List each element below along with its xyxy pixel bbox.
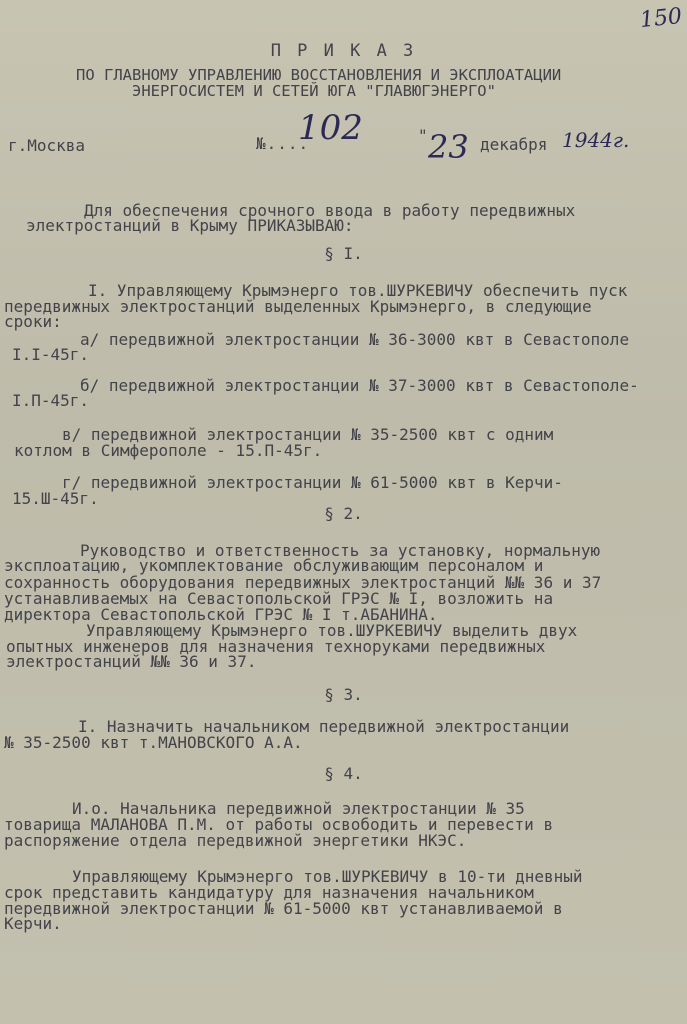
section-line: сохранность оборудования передвижных электростанций №№ 36 и 37 [4, 573, 602, 592]
preamble-line: электростанций в Крыму ПРИКАЗЫВАЮ: [26, 216, 354, 235]
section-line: устанавливаемых на Севастопольской ГРЭС № I, возложить на [4, 589, 554, 608]
section-line: передвижных электростанций выделенных Крымэнерго, в следующие [4, 297, 592, 316]
city: г.Москва [8, 136, 86, 155]
section-line: Руководство и ответственность за установку, нормальную [80, 541, 601, 560]
section-line: директора Севастопольской ГРЭС № I т.АБАНИНА. [4, 605, 438, 624]
page-number: 150 [638, 3, 684, 34]
section-line: I. Назначить начальником передвижной электростанции [78, 717, 570, 736]
section-heading: § 2. [324, 504, 363, 523]
section-line: Управляющему Крымэнерго тов.ШУРКЕВИЧУ в 10-ти дневный [72, 867, 583, 886]
section-line: в/ передвижной электростанции № 35-2500 квт с одним [62, 425, 554, 444]
section-line: I.П-45г. [12, 391, 90, 410]
subtitle-line-1: ПО ГЛАВНОМУ УПРАВЛЕНИЮ ВОССТАНОВЛЕНИЯ И ЭКСПЛОАТАЦИИ [76, 66, 562, 84]
section-line: г/ передвижной электростанции № 61-5000 квт в Керчи- [62, 473, 563, 492]
section-line: опытных инженеров для назначения техноруками передвижных [6, 637, 546, 656]
section-heading: § I. [324, 244, 363, 263]
section-line: электростанций №№ 36 и 37. [6, 652, 257, 671]
section-line: I. Управляющему Крымэнерго тов.ШУРКЕВИЧУ обеспечить пуск [88, 281, 628, 300]
section-heading: § 4. [324, 764, 363, 783]
order-number: 102 [298, 108, 363, 148]
date-year: 1944г. [562, 128, 630, 152]
preamble-line: Для обеспечения срочного ввода в работу передвижных [84, 201, 576, 220]
section-line: № 35-2500 квт т.МАНОВСКОГО А.А. [4, 733, 303, 752]
section-line: а/ передвижной электростанции № 36-3000 квт в Севастополе [80, 330, 630, 349]
section-line: I.I-45г. [12, 345, 90, 364]
section-line: сроки: [4, 312, 62, 331]
section-line: передвижной электростанции № 61-5000 квт устанавливаемой в [4, 899, 563, 918]
section-line: И.о. Начальника передвижной электростанции № 35 [72, 799, 525, 818]
date-month: декабря [480, 135, 548, 154]
section-line: котлом в Симферополе - 15.П-45г. [14, 441, 323, 460]
section-line: Керчи. [4, 914, 62, 933]
section-line: распоряжение отдела передвижной энергетики НКЭС. [4, 831, 467, 850]
date-quote: " [418, 126, 428, 145]
subtitle-line-2: ЭНЕРГОСИСТЕМ И СЕТЕЙ ЮГА "ГЛАВЮГЭНЕРГО" [132, 82, 496, 100]
section-line: 15.Ш-45г. [12, 489, 99, 508]
section-line: эксплоатацию, укомплектование обслуживающим персоналом и [4, 556, 544, 575]
section-heading: § 3. [324, 685, 363, 704]
section-line: срок представить кандидатуру для назначения начальником [4, 883, 534, 902]
order-number-prefix: №.... [256, 134, 310, 153]
section-line: Управляющему Крымэнерго тов.ШУРКЕВИЧУ выделить двух [86, 621, 578, 640]
date-day: 23 [428, 128, 469, 166]
section-line: б/ передвижной электростанции № 37-3000 квт в Севастополе- [80, 376, 639, 395]
document-title: П Р И К А З [270, 41, 417, 61]
section-line: товарища МАЛАНОВА П.М. от работы освободить и перевести в [4, 815, 554, 834]
